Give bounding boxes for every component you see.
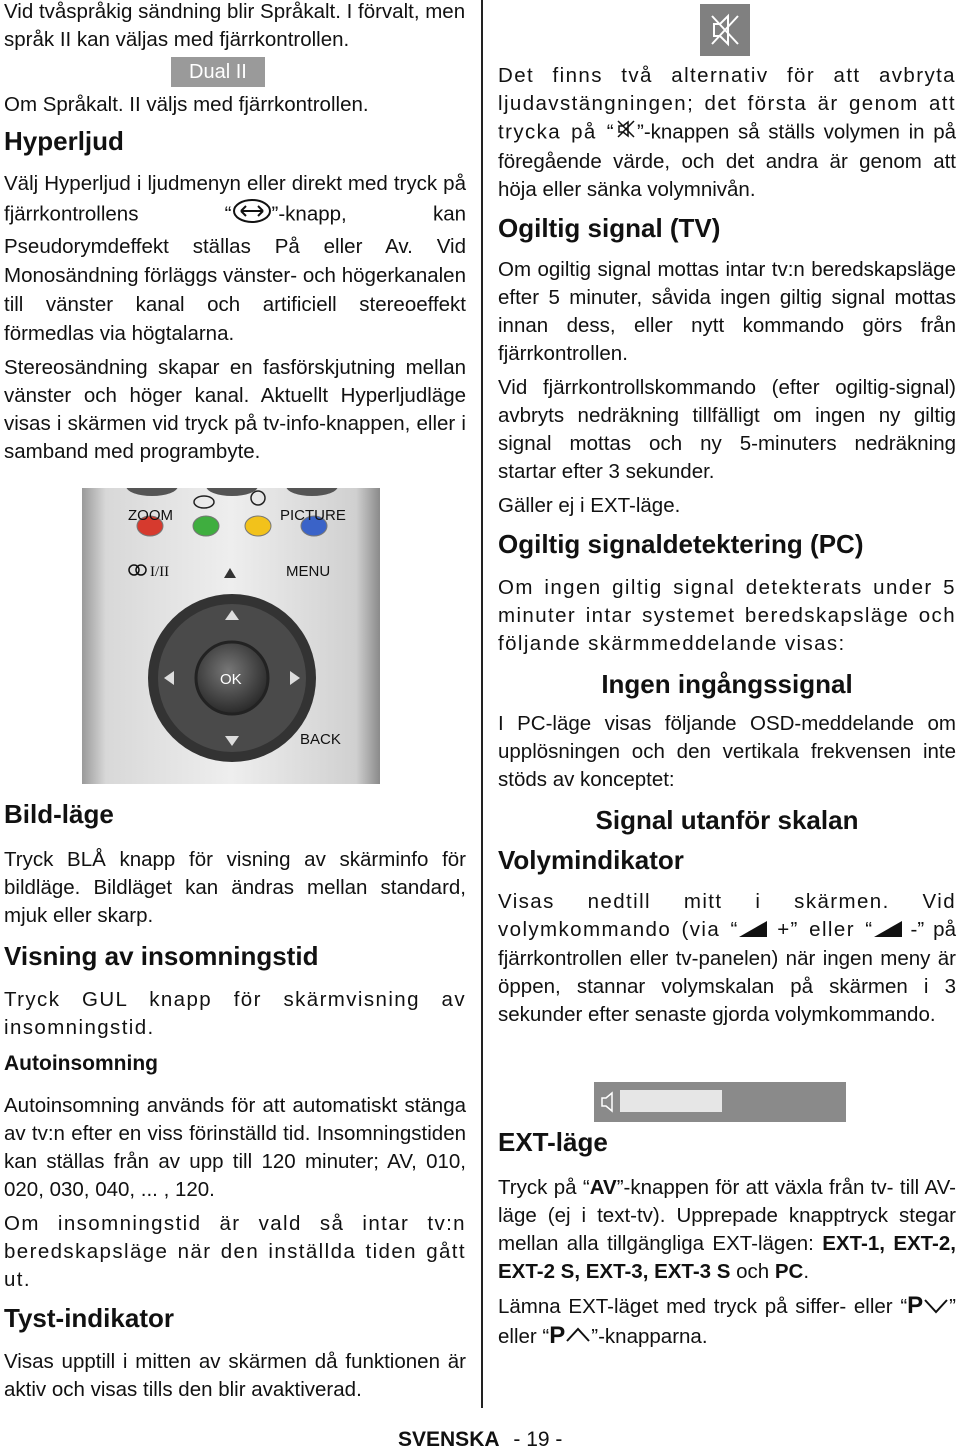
p-letter: P [549, 1321, 566, 1349]
menu-label: MENU [286, 563, 331, 580]
mute-button-icon [615, 118, 637, 148]
autoinsomning-paragraph-1: Autoinsomning används för att automatiskt stänga av tv:n efter en viss förinställd tid. Insomningstiden kan ställas från av upp till 120 minuter; AV, 010, 020, 030, 040, ... , 120. [4, 1094, 466, 1201]
volume-level-fill [620, 1090, 722, 1112]
speaker-icon [600, 1091, 618, 1113]
out-of-range-message: Signal utanför skalan [595, 805, 859, 835]
back-label: BACK [300, 731, 341, 748]
ext-lage-heading: EXT-läge [498, 1127, 608, 1157]
remote-control-illustration [82, 488, 380, 784]
chevron-down-icon [923, 1294, 949, 1322]
volymindikator-heading: Volymindikator [498, 845, 684, 875]
picture-label: PICTURE [280, 507, 346, 524]
ext-section [498, 1126, 956, 1351]
volymindikator-paragraph: Visas nedtill mitt i skärmen. Vid volymkommando (via “ +” eller “ -” på fjärrkontrollen eller tv-panelen) när ingen meny är öppen, stannar volymskalan på skärmen i 3 sekunder efter senaste gjorda volymkommando. [498, 890, 956, 1026]
autoinsomning-paragraph-2: Om insomningstid är vald så intar tv:n beredskapsläge när den inställda tiden gått ut. [4, 1212, 466, 1291]
hyperljud-button-icon [232, 198, 272, 232]
sprakalt-paragraph: Om Språkalt. II väljs med fjärrkontrollen. [4, 93, 369, 116]
mute-paragraph: Det finns två alternativ för att avbryta ljudavstängningen; det första är genom att trycka på “ ”-knappen så ställs volymen in på föregående värde, och det andra är genom att höja eller sänka volymnivån. [498, 64, 956, 201]
intro-paragraph: Vid tvåspråkig sändning blir Språkalt. I förvalt, men språk II kan väljas med fjärrkontrollen. [4, 0, 466, 51]
ogiltig-signal-tv-heading: Ogiltig signal (TV) [498, 213, 721, 243]
zoom-label: ZOOM [128, 507, 173, 524]
insomning-paragraph: Tryck GUL knapp för skärmvisning av insomningstid. [4, 988, 466, 1039]
tyst-indikator-paragraph: Visas upptill i mitten av skärmen då funktionen är aktiv och visas tills den blir avaktiverad. [4, 1350, 466, 1401]
autoinsomning-heading: Autoinsomning [4, 1052, 158, 1075]
tyst-indikator-heading: Tyst-indikator [4, 1303, 174, 1333]
volume-wedge-icon [739, 917, 767, 945]
ogiltig-signal-tv-paragraph-3: Gäller ej i EXT-läge. [498, 494, 681, 517]
dual-ii-osd-label: Dual II [171, 57, 265, 87]
mute-indicator-icon [700, 4, 750, 56]
no-input-signal-message: Ingen ingångssignal [601, 669, 853, 699]
bild-lage-paragraph: Tryck BLÅ knapp för visning av skärminfo för bildläge. Bildläget kan ändras mellan standard, mjuk eller skarp. [4, 848, 466, 927]
ogiltig-signal-pc-paragraph: Om ingen giltig signal detekterats under 5 minuter intar systemet beredskapsläge och följande skärmmeddelande visas: [498, 576, 956, 655]
ok-label: OK [220, 671, 242, 688]
ext-lage-paragraph-2: Lämna EXT-läget med tryck på siffer- eller “P ” eller “P ”-knapparna. [498, 1292, 956, 1351]
volume-wedge-icon [874, 917, 902, 945]
ext-lage-paragraph-1: Tryck på “AV”-knappen för att växla från tv- till AV-läge (ej i text-tv). Upprepade knapptryck stegar mellan alla tillgängliga EXT-lägen: EXT-1, EXT-2, EXT-2 S, EXT-3, EXT-3 S och PC. [498, 1176, 956, 1283]
right-column [498, 62, 956, 1029]
hyperljud-paragraph-1: Välj Hyperljud i ljudmenyn eller direkt med tryck på fjärrkontrollens “ ”-knapp, kan Pseudorymdeffekt ställas På eller Av. Vid Monosändning förläggs vänster- och högerkanalen till vänster kanal och artificiell stereoeffekt förmedlas via högtalarna. [4, 172, 467, 345]
p-letter: P [907, 1292, 924, 1319]
chevron-up-icon [565, 1323, 591, 1351]
hyperljud-heading: Hyperljud [4, 126, 124, 156]
page-footer [398, 1428, 562, 1452]
bild-lage-heading: Bild-läge [4, 799, 114, 829]
volume-bar-indicator [594, 1082, 846, 1122]
ogiltig-signal-tv-paragraph-2: Vid fjärrkontrollskommando (efter ogiltig-signal) avbryts nedräkning tillfälligt om ingen ny giltig signal mottas och ny 5-minuters nedräkning startar efter 3 sekunder. [498, 376, 956, 483]
ogiltig-signal-tv-paragraph-1: Om ogiltig signal mottas intar tv:n beredskapsläge efter 5 minuter, såvida ingen giltig signal mottas innan dess, eller nytt kommando görs från fjärrkontrollen. [498, 258, 956, 365]
hyperljud-paragraph-2: Stereosändning skapar en fasförskjutning mellan vänster och höger kanal. Aktuellt Hyperljudläge visas i skärmen vid tryck på tv-info-knappen, eller i samband med programbyte. [4, 356, 466, 463]
column-divider [481, 0, 483, 1408]
pc-osd-paragraph: I PC-läge visas följande OSD-meddelande om upplösningen och den vertikala frekvensen inte stöds av konceptet: [498, 712, 956, 791]
ogiltig-signal-pc-heading: Ogiltig signaldetektering (PC) [498, 529, 864, 559]
mono-stereo-label: I/II [150, 564, 170, 580]
insomning-heading: Visning av insomningstid [4, 941, 319, 971]
page-number: - 19 - [513, 1428, 563, 1451]
footer-language: SVENSKA [398, 1428, 500, 1451]
